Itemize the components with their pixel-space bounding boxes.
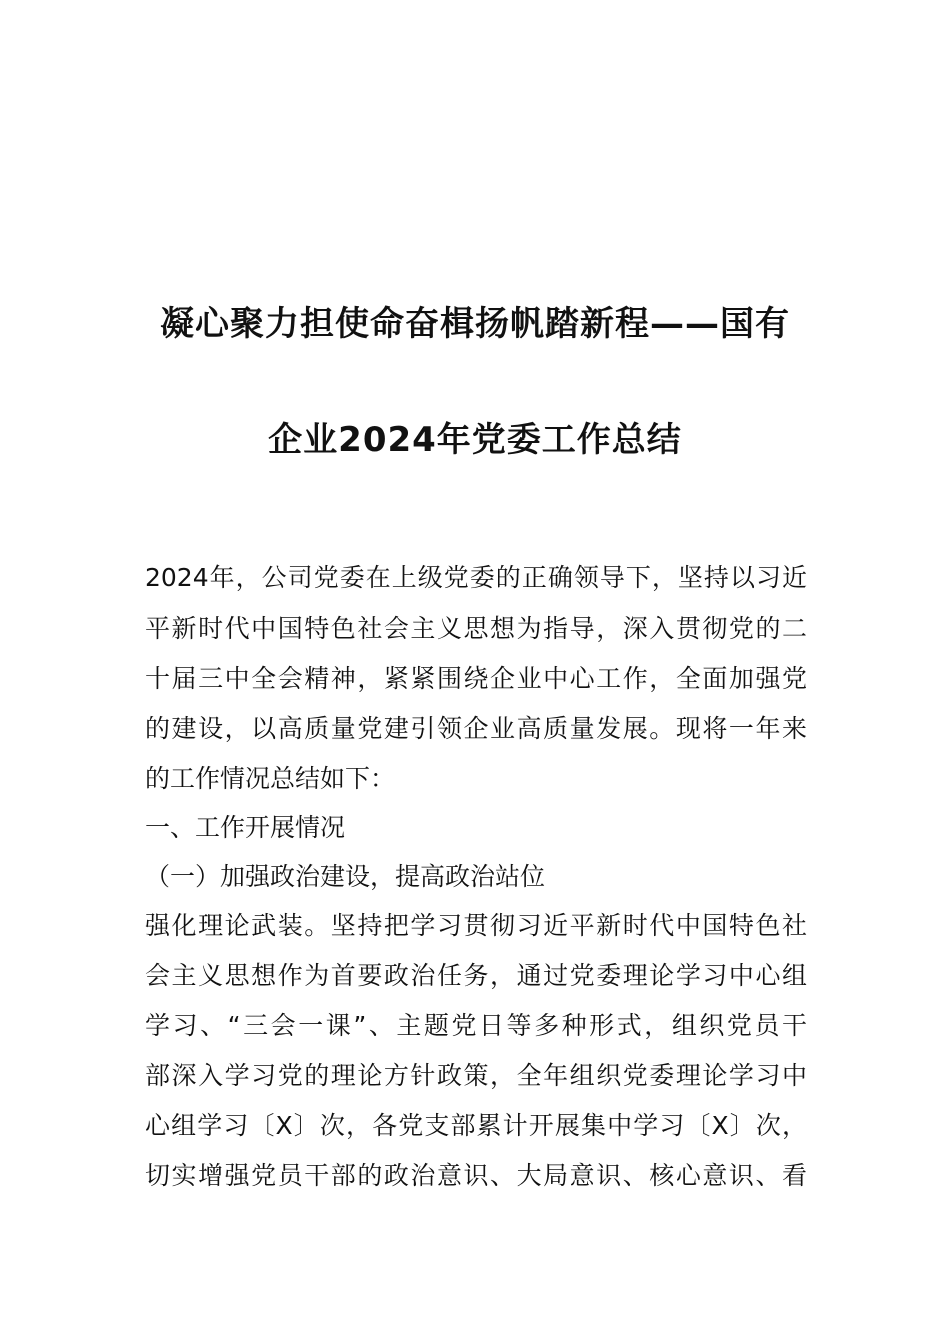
paragraph-line-4: 部深入学习党的理论方针政策，全年组织党委理论学习中 <box>145 1061 807 1090</box>
document-title-line-1: 凝心聚力担使命奋楫扬帆踏新程——国有 <box>160 304 790 344</box>
paragraph-line-5: 心组学习〔X〕次，各党支部累计开展集中学习〔X〕次， <box>145 1111 807 1140</box>
paragraph-line-2: 会主义思想作为首要政治任务，通过党委理论学习中心组 <box>145 961 807 990</box>
document-title-line-2: 企业2024年党委工作总结 <box>268 420 682 460</box>
intro-line-4: 的建设，以高质量党建引领企业高质量发展。现将一年来 <box>145 714 807 743</box>
intro-line-2: 平新时代中国特色社会主义思想为指导，深入贯彻党的二 <box>145 614 807 643</box>
section-heading-1: 一、工作开展情况 <box>145 813 346 842</box>
paragraph-line-3: 学习、“三会一课”、主题党日等多种形式，组织党员干 <box>145 1011 807 1040</box>
paragraph-line-1: 强化理论武装。坚持把学习贯彻习近平新时代中国特色社 <box>145 911 807 940</box>
intro-line-3: 十届三中全会精神，紧紧围绕企业中心工作，全面加强党 <box>145 664 807 693</box>
paragraph-line-6: 切实增强党员干部的政治意识、大局意识、核心意识、看 <box>145 1161 807 1190</box>
subsection-heading-1: （一）加强政治建设，提高政治站位 <box>145 862 546 891</box>
intro-line-1: 2024年，公司党委在上级党委的正确领导下，坚持以习近 <box>145 563 807 592</box>
intro-line-5: 的工作情况总结如下： <box>145 764 396 793</box>
